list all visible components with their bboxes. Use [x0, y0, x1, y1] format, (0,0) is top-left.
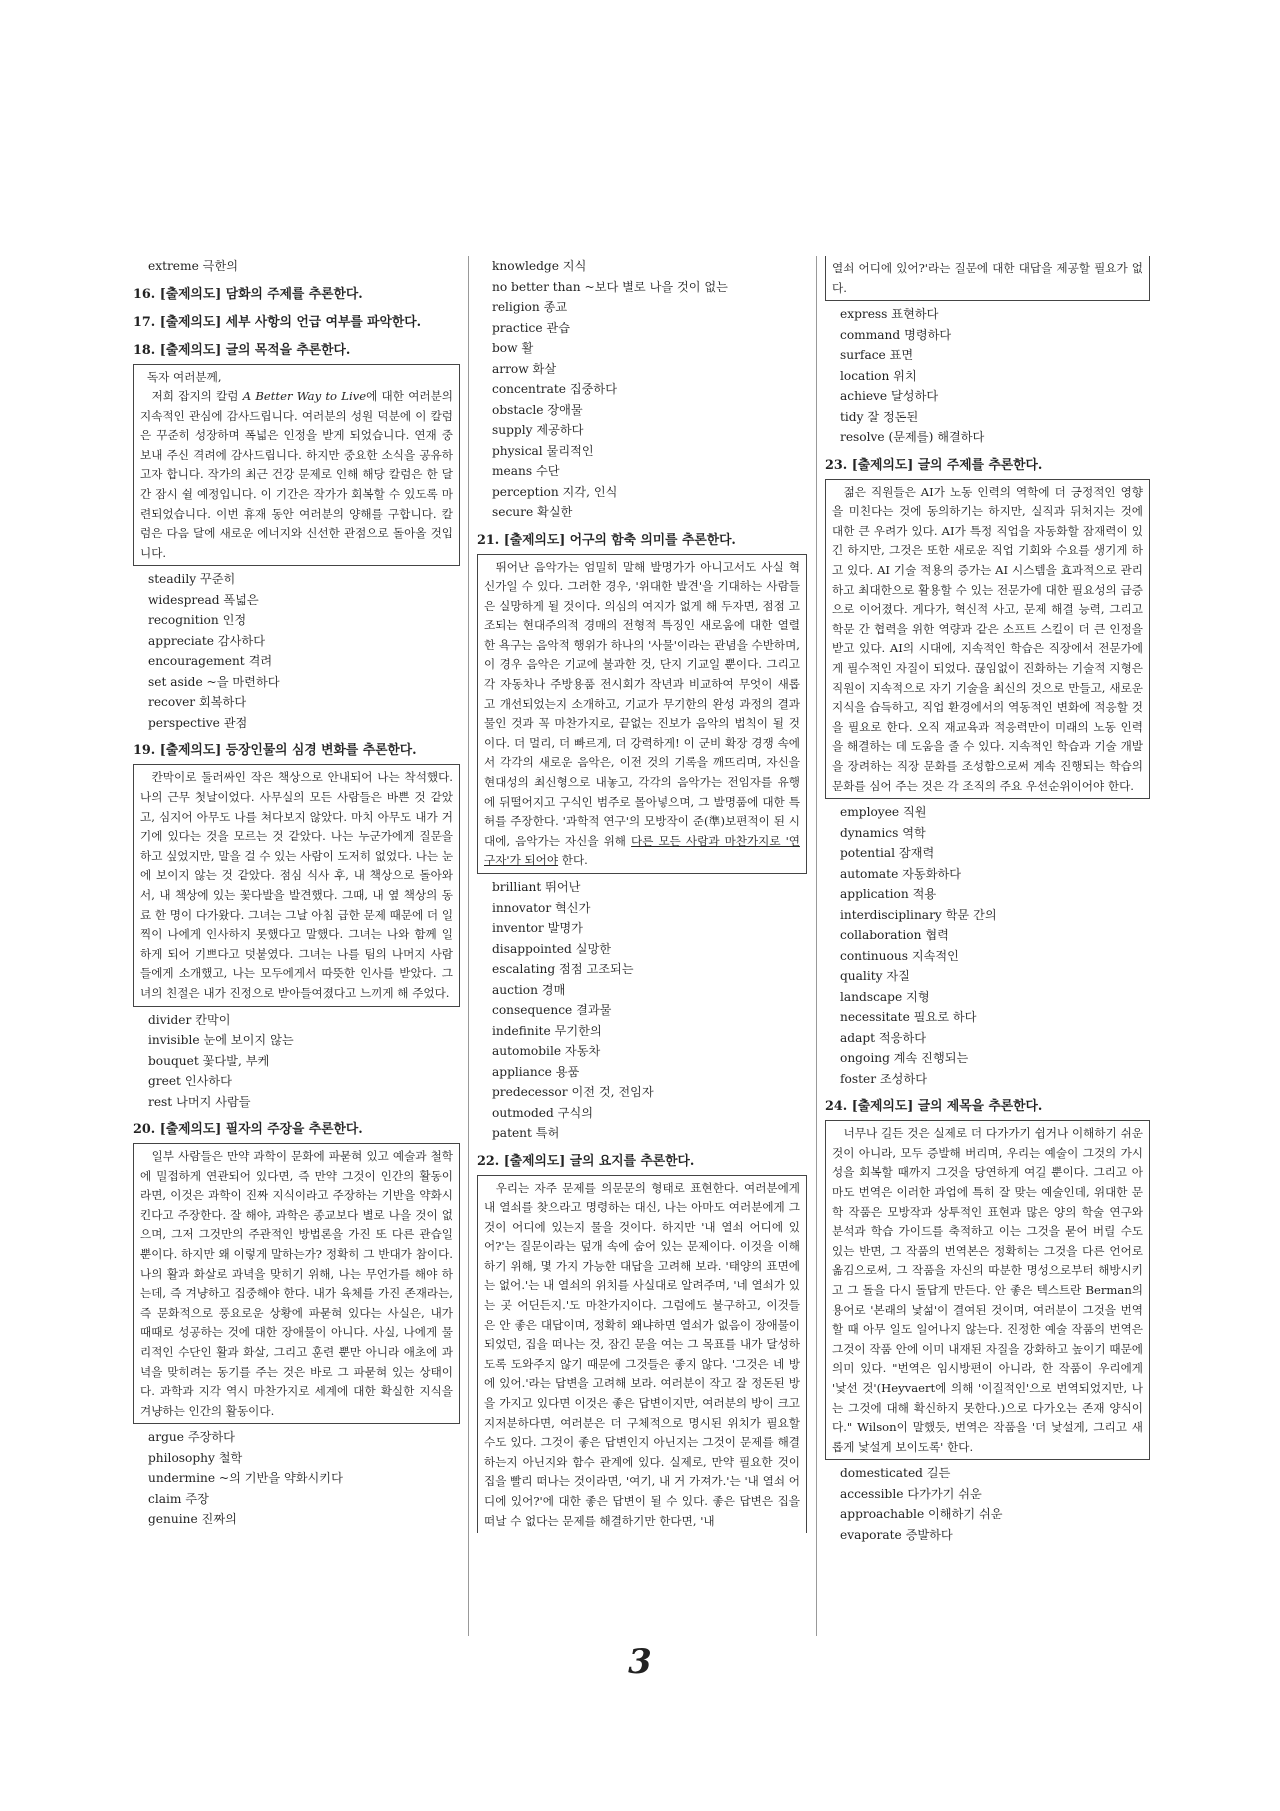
- vocab-item: undermine ~의 기반을 약화시키다: [148, 1471, 343, 1486]
- section-heading-22: 22. [출제의도] 글의 요지를 추론한다.: [477, 1153, 695, 1169]
- vocab-item: greet 인사하다: [148, 1074, 232, 1089]
- vocab-item: extreme 극한의: [148, 259, 238, 273]
- vocab-item: set aside ~을 마련하다: [148, 674, 280, 689]
- vocab-item: continuous 지속적인: [840, 948, 959, 963]
- passage-18-text: 저희 잡지의 칼럼: [151, 389, 243, 404]
- vocab-item: steadily 꾸준히: [148, 572, 236, 587]
- vocab-item: no better than ~보다 별로 나을 것이 없는: [492, 279, 728, 294]
- page-number: 3: [628, 1642, 652, 1682]
- vocab-list: [133, 256, 460, 277]
- vocab-item: genuine 진짜의: [148, 1512, 237, 1527]
- vocab-item: auction 경매: [492, 982, 566, 997]
- passage-21-text-end: 한다.: [558, 853, 588, 868]
- section-heading-16: 16. [출제의도] 담화의 주제를 추론한다.: [133, 286, 363, 302]
- vocab-item: approachable 이해하기 쉬운: [840, 1507, 1003, 1522]
- vocab-item: application 적용: [840, 887, 937, 902]
- vocab-item: potential 잠재력: [840, 846, 935, 861]
- vocab-item: encouragement 격려: [148, 654, 273, 669]
- vocab-item: escalating 점점 고조되는: [492, 962, 634, 976]
- vocab-item: dynamics 역학: [840, 825, 926, 840]
- column-right: [825, 256, 1150, 1545]
- vocab-item: ongoing 계속 진행되는: [840, 1051, 969, 1066]
- section-heading-19: 19. [출제의도] 등장인물의 심경 변화를 추론한다.: [133, 743, 417, 759]
- vocab-item: adapt 적응하다: [840, 1030, 926, 1045]
- section-heading-20: 20. [출제의도] 필자의 주장을 추론한다.: [133, 1122, 363, 1138]
- vocab-item: inventor 발명가: [492, 921, 583, 935]
- vocab-item: divider 칸막이: [148, 1012, 231, 1027]
- vocab-item: consequence 결과물: [492, 1003, 612, 1017]
- vocab-item: practice 관습: [492, 320, 570, 335]
- vocab-item: perspective 관점: [148, 715, 248, 730]
- passage-22: [477, 1175, 807, 1534]
- passage-19-text: 칸막이로 둘러싸인 작은 책상으로 안내되어 나는 착석했다. 나의 근무 첫날이었다. 사무실의 모든 사람들은 바쁜 것 같았고, 심지어 아무도 나를 쳐다보지 않았다. 마치 아무도 내가 거기에 있다는 것을 모르는 것 같았다. 나는 누군가에게 질문을 하고 싶었지만, 말을 걸 수 있는 사람이 도저히 없었다. 나는 눈에 보이지 않는 것 같았다. 점심 식사 후, 내 책상으로 돌아와서, 내 책상에 있는 꽃다발을 발견했다. 그때, 내 옆 책상의 동료 한 명이 다가왔다. 그녀는 그날 아침 급한 문제 때문에 더 일찍이 나에게 인사하지 못했다고 말했다. 그녀는 나와 함께 일하게 되어 기쁘다고 덧붙였다. 그녀는 나를 팀의 나머지 사람들에게 소개했고, 나는 모두에게서 따뜻한 인사를 받았다. 그녀의 친절은 내가 진정으로 받아들여졌다고 느끼게 해 주었다.: [140, 770, 454, 1000]
- passage-18-salutation: 독자 여러분께,: [146, 369, 222, 384]
- passage-18-body: [140, 387, 453, 563]
- vocab-item: bouquet 꽃다발, 부케: [148, 1053, 270, 1068]
- vocab-item: appliance 용품: [492, 1064, 580, 1079]
- passage-24-text: 너무나 길든 것은 실제로 더 다가가기 쉽거나 이해하기 쉬운 것이 아니라, 모두 증발해 버리며, 우리는 예술이 그것의 가시성을 회복할 때까지 그것을 당연하게 여길 뿐이다. 그리고 아마도 번역은 이러한 과업에 특히 잘 맞는 예술인데, 위대한 문학 작품은 모방작과 상투적인 표현과 많은 양의 학술 연구와 분석과 학습 가이드를 축적하고 이는 그것을 묻어 버릴 수도 있는 반면, 그 작품의 번역본은 정확히는 그것을 다른 언어로 옮김으로써, 그 작품을 자신의 따분한 명성으로부터 해방시키고 그 돌을 다시 돌답게 만든다. 안 좋은 텍스트란 Berman의 용어로 '본래의 낯섦'이 결여된 것이며, 여러분이 그것을 번역할 때 아무 일도 일어나지 않는다. 진정한 예술 작품의 번역은 그것이 작품 안에 이미 내재된 자질을 강화하고 높이기 때문에 의미 있다. "번역은 임시방편이 아니라, 한 작품이 우리에게 '낯선 것'(Heyvaert에 의해 '이질적인'으로 번역되었지만, 나는 그것에 대해 확신하지 못한다.)으로 다가오는 존재 양식이다." Wilson이 말했듯, 번역은 작품을 '더 낯설게, 그리고 새롭게 낯설게 보이도록' 한다.: [832, 1126, 1143, 1454]
- vocab-list: [133, 1010, 460, 1113]
- vocab-item: tidy 잘 정돈된: [840, 409, 919, 424]
- vocab-list: [825, 802, 1150, 1089]
- passage-20: [133, 1143, 460, 1424]
- section-heading-17: 17. [출제의도] 세부 사항의 언급 여부를 파악한다.: [133, 314, 422, 330]
- column-divider-left: [468, 256, 469, 1636]
- passage-23: [825, 479, 1150, 800]
- vocab-item: concentrate 집중하다: [492, 382, 617, 396]
- vocab-item: widespread 폭넓은: [148, 592, 259, 607]
- vocab-item: argue 주장하다: [148, 1430, 235, 1445]
- vocab-item: resolve (문제를) 해결하다: [840, 430, 985, 445]
- vocab-item: arrow 화살: [492, 361, 557, 376]
- vocab-item: landscape 지형: [840, 989, 930, 1004]
- vocab-item: command 명령하다: [840, 327, 952, 342]
- vocab-item: surface 표면: [840, 348, 914, 363]
- passage-21-text: 뛰어난 음악가는 엄밀히 말해 발명가가 아니고서도 사실 혁신가일 수 있다. 그러한 경우, '위대한 발견'을 기대하는 사람들은 실망하게 될 것이다. 의심의 여지가 없게 해 두자면, 점점 고조되는 현대주의적 경매의 전형적 특징인 새로움에 대한 열렬한 욕구는 음악적 행위가 하나의 '사물'이라는 관념을 수반하며, 이 경우 음악은 기교에 불과한 것, 단지 기교일 뿐이다. 그리고 각 자동차나 주방용품 전시회가 작년과 비교하여 무엇이 새롭고 개선되었는지 소개하고, 기교가 무기한의 완성 과정의 결과물인 것과 꼭 마찬가지로, 끝없는 진보가 음악의 법칙이 될 것이다. 더 멀리, 더 빠르게, 더 강력하게! 이 군비 확장 경쟁 속에서 각각의 새로운 음악은, 이전 것의 기록을 깨뜨리며, 자신을 현대성의 최신형으로 내놓고, 각각의 음악가는 전임자를 유행에 뒤떨어지고 구식인 범주로 몰아넣으며, 그 발명품에 대한 특허를 주장한다. '과학적 연구'의 모방작이 준(準)보편적이 된 시대에, 음악가는 자신을 위해: [484, 559, 800, 848]
- vocab-item: quality 자질: [840, 969, 910, 984]
- vocab-list: [477, 256, 807, 523]
- vocab-item: secure 확실한: [492, 505, 573, 519]
- vocab-item: collaboration 협력: [840, 928, 949, 943]
- vocab-item: achieve 달성하다: [840, 389, 939, 404]
- passage-22-text: 우리는 자주 문제를 의문문의 형태로 표현한다. 여러분에게 내 열쇠를 찾으라고 명령하는 대신, 나는 아마도 여러분에게 그것이 어디에 있는지 물을 것이다. 하지만 '내 열쇠 어디에 있어?'는 질문이라는 덮개 속에 숨어 있는 문제이다. 이것을 이해하기 위해, 몇 가지 가능한 대답을 고려해 보라. '태양의 표면에는 없어.'는 내 열쇠의 위치를 사실대로 알려주며, '네 열쇠가 있는 곳 어딘든지.'도 마찬가지이다. 그럼에도 불구하고, 이것들은 안 좋은 대답이며, 정확히 왜냐하면 열쇠가 없음이 장애물이 되었던, 집을 떠나는 것, 잠긴 문을 여는 그 목표를 내가 달성하도록 도와주지 않기 때문에 그것들은 좋지 않다. '그것은 네 방에 있어.'라는 답변을 고려해 보라. 여러분이 작고 잘 정돈된 방을 가지고 있다면 이것은 좋은 답변이지만, 여러분의 방이 크고 지저분하다면, 여러분은 더 구체적으로 명시된 위치가 필요할 수도 있다. 그것이 좋은 답변인지 아닌지는 그것이 문제를 해결하는지 아닌지와 함수 관계에 있다. 실제로, 만약 필요한 것이 집을 빨리 떠나는 것이라면, '여기, 내 거 가져가.'는 '내 열쇠 어디에 있어?'에 대한 좋은 답변이 될 수 있다. 좋은 답변은 집을 떠날 수 없다는 문제를 해결하기만 한다면, '내: [484, 1180, 800, 1528]
- column-left: [133, 256, 460, 1530]
- section-heading-23: 23. [출제의도] 글의 주제를 추론한다.: [825, 457, 1043, 473]
- vocab-item: outmoded 구식의: [492, 1105, 593, 1120]
- vocab-item: employee 직원: [840, 805, 927, 820]
- passage-21: [477, 554, 807, 875]
- vocab-item: necessitate 필요로 하다: [840, 1010, 977, 1025]
- vocab-item: recover 회복하다: [148, 695, 247, 710]
- vocab-item: domesticated 길든: [840, 1466, 951, 1481]
- underlined-phrase: 다른 모든 사람과 마찬가지로 '연구자'가 되어야: [484, 833, 800, 868]
- vocab-item: obstacle 장애물: [492, 402, 583, 417]
- vocab-item: philosophy 철학: [148, 1450, 243, 1465]
- section-heading-24: 24. [출제의도] 글의 제목을 추론한다.: [825, 1099, 1043, 1115]
- vocab-list: [133, 569, 460, 733]
- vocab-list: [825, 304, 1150, 448]
- vocab-item: physical 물리적인: [492, 443, 594, 458]
- vocab-item: location 위치: [840, 368, 917, 383]
- vocab-item: interdisciplinary 학문 간의: [840, 907, 997, 922]
- vocab-item: religion 종교: [492, 300, 568, 314]
- passage-20-text: 일부 사람들은 만약 과학이 문화에 파묻혀 있고 예술과 철학에 밀접하게 연관되어 있다면, 즉 만약 그것이 인간의 활동이라면, 이것은 과학이 진짜 지식이라고 주장하는 기반을 약화시킨다고 주장한다. 잘 해야, 과학은 종교보다 별로 나을 것이 없으며, 그저 그것만의 주관적인 방법론을 가진 또 다른 관습일 뿐이다. 하지만 왜 이렇게 말하는가? 정확히 그 반대가 참이다. 나의 활과 화살로 과녁을 맞히기 위해, 나는 무언가를 해야 하는데, 즉 겨냥하고 집중해야 한다. 내가 육체를 가진 존재라는, 즉 문화적으로 풍요로운 상황에 파묻혀 있다는 사실은, 내가 때때로 성공하는 것에 대한 장애물이 아니다. 사실, 나에게 물리적인 수단인 활과 화살, 그리고 훈련 뿐만 아니라 애초에 과녁을 맞히려는 동기를 주는 것은 바로 그 파묻혀 있는 상태이다. 과학과 지각 역시 마찬가지로 세계에 대한 확실한 지식을 겨냥하는 인간의 활동이다.: [140, 1149, 453, 1418]
- vocab-item: disappointed 실망한: [492, 941, 612, 956]
- passage-18: [133, 364, 460, 567]
- passage-18-text-2: 에 대한 여러분의 지속적인 관심에 감사드립니다. 여러분의 성원 덕분에 이 칼럼은 꾸준히 성장하며 폭넓은 인정을 받게 되었습니다. 연재 중 보내 주신 격려에 감사드립니다. 하지만 중요한 소식을 공유하고자 합니다. 작가의 최근 건강 문제로 인해 해당 칼럼은 한 달간 잠시 쉴 예정입니다. 이 기간은 작가가 회복할 수 있도록 마련되었습니다. 이번 휴재 동안 여러분의 양해를 구합니다. 칼럼은 다음 달에 새로운 에너지와 신선한 관점으로 돌아올 것입니다.: [140, 389, 453, 560]
- passage-19: [133, 764, 460, 1006]
- vocab-list: [133, 1427, 460, 1530]
- vocab-item: patent 특허: [492, 1126, 560, 1140]
- vocab-item: invisible 눈에 보이지 않는: [148, 1033, 294, 1048]
- vocab-item: perception 지각, 인식: [492, 484, 618, 499]
- vocab-item: express 표현하다: [840, 307, 939, 322]
- vocab-item: evaporate 증발하다: [840, 1527, 953, 1542]
- passage-21-body: [484, 558, 800, 872]
- passage-22-continued-text: 열쇠 어디에 있어?'라는 질문에 대한 대답을 제공할 필요가 없다.: [832, 261, 1143, 295]
- vocab-item: innovator 혁신가: [492, 900, 591, 915]
- vocab-item: accessible 다가가기 쉬운: [840, 1486, 982, 1501]
- vocab-item: appreciate 감사하다: [148, 633, 265, 648]
- vocab-item: automate 자동화하다: [840, 866, 962, 881]
- vocab-item: recognition 인정: [148, 613, 247, 628]
- section-heading-21: 21. [출제의도] 어구의 함축 의미를 추론한다.: [477, 532, 736, 548]
- vocab-item: automobile 자동차: [492, 1044, 601, 1058]
- vocab-item: rest 나머지 사람들: [148, 1094, 251, 1109]
- vocab-item: predecessor 이전 것, 전임자: [492, 1085, 654, 1099]
- passage-24: [825, 1120, 1150, 1460]
- vocab-item: brilliant 뛰어난: [492, 880, 581, 894]
- passage-23-text: 젊은 직원들은 AI가 노동 인력의 역학에 더 긍정적인 영향을 미친다는 것에 동의하기는 하지만, 실직과 뒤처지는 것에 대한 큰 우려가 있다. AI가 특정 직업을 자동화할 잠재력이 있긴 하지만, 그것은 또한 새로운 직업 기회와 수요를 생기게 하고 있다. AI 기술 적용의 증가는 AI 시스템을 효과적으로 관리하고 최대한으로 활용할 수 있는 전문가에 대한 필요성의 급증으로 이어졌다. 게다가, 혁신적 사고, 문제 해결 능력, 그리고 학문 간 협력을 위한 역량과 같은 소프트 스킬이 더 큰 인정을 받고 있다. AI의 시대에, 지속적인 학습은 직장에서 전문가에게 필수적인 자질이 되었다. 끊임없이 진화하는 기술적 지형은 직원이 지속적으로 자기 기술을 최신의 것으로 만들고, 새로운 지식을 습득하고, 직업 환경에서의 역동적인 변화에 적응할 것을 필요로 한다. 오직 재교육과 적응력만이 미래의 노동 인력을 해결하는 데 도움을 줄 수 있다. 지속적인 학습과 기술 개발을 장려하는 직장 문화를 조성함으로써 계속 진행되는 학습의 문화를 심어 주는 것은 각 조직의 주요 우선순위이어야 한다.: [832, 484, 1143, 793]
- vocab-item: claim 주장: [148, 1491, 209, 1506]
- vocab-item: bow 활: [492, 341, 534, 355]
- column-title: A Better Way to Live: [242, 389, 367, 404]
- passage-22-continued: [825, 256, 1150, 301]
- vocab-item: supply 제공하다: [492, 423, 584, 437]
- vocab-list: [825, 1463, 1150, 1545]
- vocab-item: indefinite 무기한의: [492, 1023, 602, 1038]
- vocab-item: means 수단: [492, 464, 560, 478]
- vocab-item: knowledge 지식: [492, 259, 587, 273]
- column-middle: [477, 256, 807, 1536]
- column-divider-right: [816, 256, 817, 1636]
- vocab-list: [477, 877, 807, 1144]
- vocab-item: foster 조성하다: [840, 1071, 928, 1086]
- section-heading-18: 18. [출제의도] 글의 목적을 추론한다.: [133, 342, 351, 358]
